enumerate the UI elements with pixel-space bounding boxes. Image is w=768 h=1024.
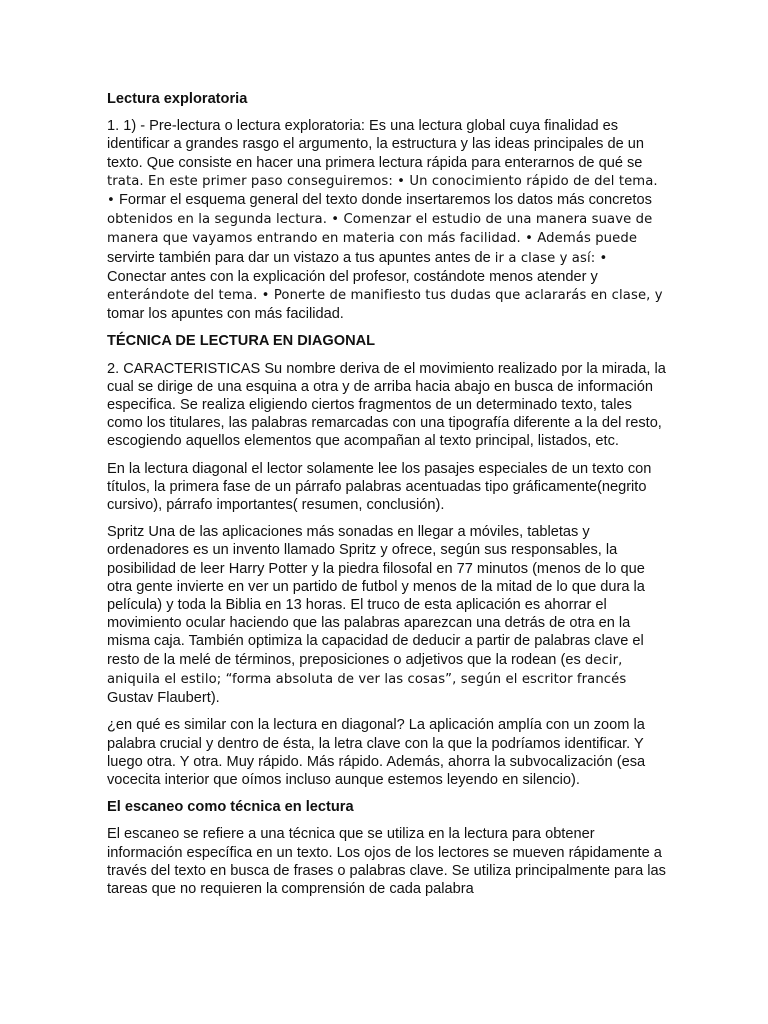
paragraph-spritz xyxy=(107,523,667,707)
paragraph-similar-diagonal: ¿en qué es similar con la lectura en diagonal? La aplicación amplía con un zoom la palabra crucial y dentro de ésta, la letra clave con la que la podríamos identificar. Y luego otra. Y otra. Muy rápido. Más rápido. Además, ahorra la subvocalización (esa vocecita interior que oímos incluso aunque estemos leyendo en silencio). xyxy=(107,717,646,788)
heading-tecnica-diagonal: TÉCNICA DE LECTURA EN DIAGONAL xyxy=(107,333,376,350)
heading-lectura-exploratoria: Lectura exploratoria xyxy=(107,91,248,107)
paragraph-lectura-diagonal: En la lectura diagonal el lector solamente lee los pasajes especiales de un texto con títulos, la primera fase de un párrafo palabras acentuadas tipo gráficamente(negrito cursivo), párrafo importantes( resumen, conclusión). xyxy=(107,460,652,514)
para-1-text-e: servirte también para dar un vistazo a tus apuntes antes de xyxy=(107,249,495,266)
para-1-text-h: enterándote del tema. • Ponerte de manifiesto tus dudas que aclararás en clase, y xyxy=(107,288,663,304)
para-1-text-d: obtenidos en la segunda lectura. • Comenzar el estudio de una manera suave de manera que vayamos entrando en materia con más facilidad. • Además puede xyxy=(107,212,653,247)
para-4-text-b: decir, aniquila el estilo; “forma absoluta de ver las cosas”, según el escritor francés xyxy=(107,652,627,687)
heading-escaneo: El escaneo como técnica en lectura xyxy=(107,799,354,816)
para-1-text-f: ir a clase y así: • xyxy=(494,250,608,266)
para-1-text-c: Formar el esquema general del texto donde insertaremos los datos más concretos xyxy=(114,192,652,209)
paragraph-caracteristicas: 2. CARACTERISTICAS Su nombre deriva de el movimiento realizado por la mirada, la cual se dirige de una esquina a otra y de arriba hacia abajo en busca de información especifica. Se realiza eligiendo ciertos fragmentos de un determinado texto, tales como los titulares, las palabras remarcadas con una tipografía diferente a la del resto, escogiendo aquellos elementos que acompañan al texto principal, listados, etc. xyxy=(107,360,666,450)
paragraph-escaneo: El escaneo se refiere a una técnica que se utiliza en la lectura para obtener información específica en un texto. Los ojos de los lectores se mueven rápidamente a través del texto en busca de frases o palabras clave. Se utiliza principalmente para las tareas que no requieren la comprensión de cada palabra xyxy=(107,826,666,897)
para-1-text-b: trata. En este primer paso conseguiremos: • Un conocimiento rápido de del tema. • xyxy=(107,173,658,209)
para-1-text-i: tomar los apuntes con más facilidad. xyxy=(107,306,344,323)
paragraph-pre-lectura xyxy=(107,117,667,323)
para-1-text-a: 1. 1) - Pre-lectura o lectura exploratoria: Es una lectura global cuya finalidad es identificar a grandes rasgo el argumento, la estructura y las ideas principales de un texto. Que consiste en hacer una primera lectura rápida para enterarnos de qué se xyxy=(107,118,645,171)
document-page xyxy=(107,90,667,907)
para-4-text-c: Gustav Flaubert). xyxy=(107,690,220,707)
para-4-text-a: Spritz Una de las aplicaciones más sonadas en llegar a móviles, tabletas y ordenadores es un invento llamado Spritz y ofrece, según sus responsables, la posibilidad de leer Harry Potter y la piedra filosofal en 77 minutos (menos de lo que otra gente invierte en ver un partido de futbol y menos de la mitad de lo que dura la película) y toda la Biblia en 13 horas. El truco de esta aplicación es ahorrar el movimiento ocular haciendo que las palabras aparezcan una detrás de otra en la misma caja. También optimiza la capacidad de deducir a partir de palabras clave el resto de la melé de términos, preposiciones o adjetivos que la rodean (es xyxy=(107,524,645,668)
para-1-text-g: Conectar antes con la explicación del profesor, costándote menos atender y xyxy=(107,268,598,285)
